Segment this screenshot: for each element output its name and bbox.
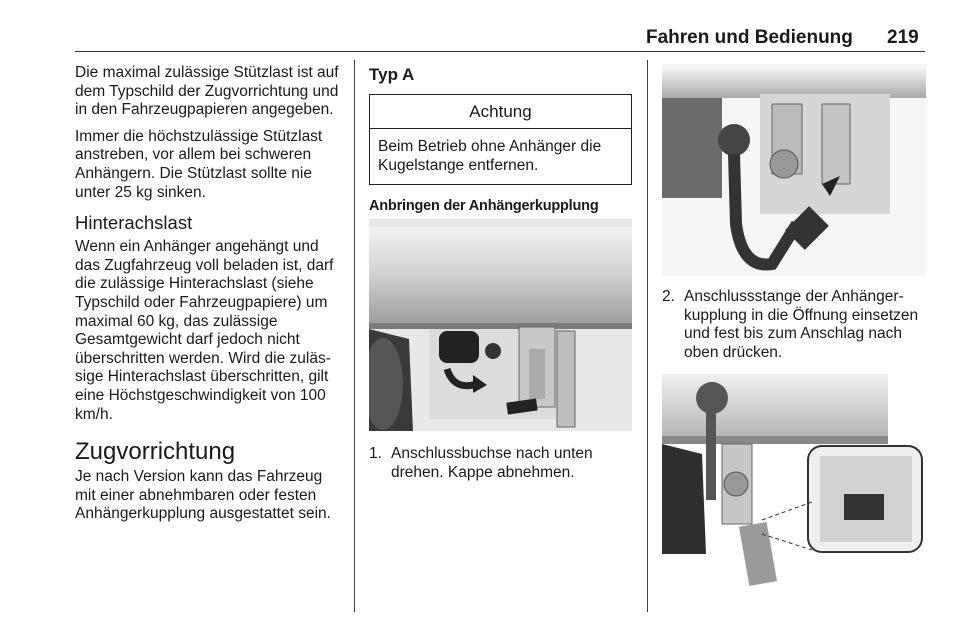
step-1	[369, 445, 632, 482]
step-1-text: Anschlussbuchse nach unten drehen. Kappe abnehmen.	[391, 445, 593, 481]
figure-ball-bar-inserted	[662, 374, 926, 589]
column-2	[369, 64, 632, 482]
warning-text: Beim Betrieb ohne Anhänger die Kugelstange entfernen.	[378, 138, 602, 174]
figure-insert-ball-bar	[662, 64, 926, 276]
column-3	[662, 64, 926, 589]
paragraph-rear-axle-load: Wenn ein Anhänger angehängt und das Zugfahrzeug voll beladen ist, darf die zulässige Hinterachslast (siehe Typschild oder Fahrzeugpapiere) um maximal 60 kg, das zulässige Gesamtgewicht darf jedoch nicht überschritten werden. Wird die zulässige Hinterachslast überschritten, gilt eine Höchstgeschwindigkeit von 100 km/h.	[75, 238, 334, 423]
column-divider-1	[354, 60, 355, 612]
step-1-number: 1.	[369, 445, 382, 463]
page-number: 219	[887, 27, 919, 48]
heading-rear-axle-load: Hinterachslast	[75, 212, 193, 234]
figure-caption: Anbringen der Anhängerkupplung	[369, 198, 599, 215]
paragraph-support-load-advice: Immer die höchstzulässige Stützlast anstreben, vor allem bei schweren Anhängern. Die Stützlast sollte nie unter 25 kg sinken.	[75, 127, 323, 201]
paragraph-support-load: Die maximal zulässige Stützlast ist auf dem Typschild der Zugvorrichtung und in den Fahrzeugpapieren angegeben.	[75, 64, 339, 119]
step-2-number: 2.	[662, 288, 675, 305]
header-rule	[75, 51, 925, 52]
type-label: Typ A	[369, 65, 415, 84]
heading-towing-device: Zugvorrichtung	[75, 438, 236, 466]
step-2	[662, 288, 926, 362]
figure-socket-rotate	[369, 219, 632, 431]
column-divider-2	[647, 60, 648, 612]
warning-box	[369, 94, 632, 185]
paragraph-towing-device: Je nach Version kann das Fahrzeug mit einer abnehmbaren oder festen Anhängerkupplung ausgestattet sein.	[75, 468, 331, 523]
header-title: Fahren und Bedienung	[646, 27, 853, 48]
column-1	[75, 64, 345, 532]
warning-title: Achtung	[370, 95, 631, 129]
step-2-text: Anschlussstange der Anhängerkupplung in die Öffnung einsetzen und fest bis zum Anschlag nach oben drücken.	[684, 288, 919, 361]
